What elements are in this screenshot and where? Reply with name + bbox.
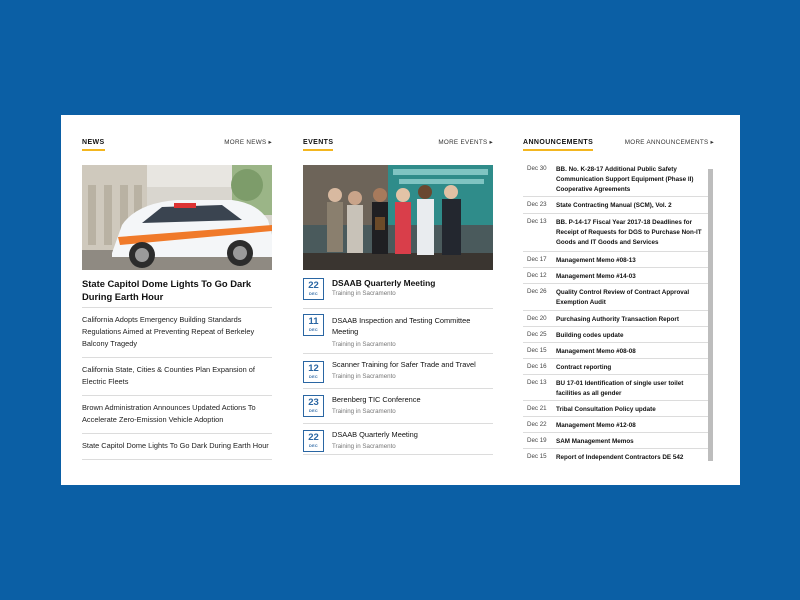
- announcement-item[interactable]: [523, 449, 710, 461]
- announcement-title[interactable]: Contract reporting: [556, 364, 612, 371]
- event-item[interactable]: [303, 424, 493, 455]
- announcement-item[interactable]: [523, 417, 710, 433]
- event-item[interactable]: [303, 389, 493, 424]
- announcement-item[interactable]: [523, 161, 710, 197]
- announcement-date: Dec 15: [527, 453, 547, 460]
- announcement-date: Dec 17: [527, 256, 547, 263]
- events-list: [303, 274, 493, 455]
- announcement-item[interactable]: [523, 359, 710, 375]
- event-title[interactable]: Berenberg TIC Conference: [332, 395, 421, 404]
- news-item[interactable]: State Capitol Dome Lights To Go Dark During Earth Hour: [82, 433, 272, 460]
- scrollbar-thumb[interactable]: [708, 169, 713, 461]
- announcement-title[interactable]: Building codes update: [556, 332, 624, 339]
- announcement-title[interactable]: Quality Control Review of Contract Approval Exemption Audit: [556, 289, 690, 307]
- announcement-date: Dec 20: [527, 315, 547, 322]
- news-item[interactable]: California Adopts Emergency Building Standards Regulations Aimed at Preventing Repeat of Berkeley Balcony Tragedy: [82, 307, 272, 357]
- announcement-item[interactable]: [523, 375, 710, 401]
- event-item[interactable]: [303, 354, 493, 389]
- announcement-date: Dec 22: [527, 421, 547, 428]
- event-item[interactable]: [303, 309, 493, 354]
- announcement-title[interactable]: Management Memo #08-08: [556, 348, 636, 355]
- event-date-badge: [303, 361, 324, 383]
- event-date-badge: [303, 430, 324, 452]
- event-month: DEC: [309, 375, 318, 379]
- announcement-item[interactable]: [523, 284, 710, 311]
- event-day: 11: [308, 316, 319, 327]
- news-title: NEWS: [82, 139, 105, 146]
- event-day: 22: [308, 432, 319, 443]
- news-item[interactable]: California State, Cities & Counties Plan Expansion of Electric Fleets: [82, 357, 272, 395]
- event-title[interactable]: DSAAB Inspection and Testing Committee Meeting: [332, 316, 471, 336]
- announcement-item[interactable]: [523, 433, 710, 449]
- content-card: [61, 115, 740, 485]
- event-subtitle: Training in Sacramento: [332, 341, 396, 348]
- event-day: 23: [308, 397, 319, 408]
- event-title[interactable]: Scanner Training for Safer Trade and Travel: [332, 360, 476, 369]
- announcement-date: Dec 25: [527, 331, 547, 338]
- event-subtitle: Training in Sacramento: [332, 443, 396, 450]
- announcements-list[interactable]: [523, 161, 710, 461]
- more-announcements-link[interactable]: MORE ANNOUNCEMENTS ▸: [624, 139, 714, 146]
- announcement-title[interactable]: Management Memo #12-08: [556, 422, 636, 429]
- event-month: DEC: [309, 292, 318, 296]
- announcement-item[interactable]: [523, 252, 710, 268]
- announcement-item[interactable]: [523, 268, 710, 284]
- more-news-link[interactable]: MORE NEWS ▸: [224, 139, 272, 146]
- event-title[interactable]: DSAAB Quarterly Meeting: [332, 278, 436, 288]
- event-date-badge: [303, 395, 324, 417]
- events-header: [303, 139, 493, 153]
- announcement-date: Dec 13: [527, 379, 547, 386]
- announcement-date: Dec 19: [527, 437, 547, 444]
- event-month: DEC: [309, 444, 318, 448]
- announcements-scrollbar[interactable]: [708, 169, 713, 461]
- announcement-date: Dec 21: [527, 405, 547, 412]
- announcement-date: Dec 15: [527, 347, 547, 354]
- event-subtitle: Training in Sacramento: [332, 408, 396, 415]
- event-date-badge: [303, 314, 324, 336]
- news-feature-photo[interactable]: [82, 165, 272, 270]
- announcement-date: Dec 13: [527, 218, 547, 225]
- news-feature-headline[interactable]: State Capitol Dome Lights To Go Dark During Earth Hour: [82, 278, 252, 302]
- announcement-title[interactable]: BU 17-01 Identification of single user toilet facilities as all gender: [556, 380, 684, 398]
- announcement-date: Dec 12: [527, 272, 547, 279]
- announcement-title[interactable]: BB. No. K-28-17 Additional Public Safety Communication Support Equipment (Phase II) Cooperative Agreements: [556, 166, 694, 194]
- announcement-title[interactable]: SAM Management Memos: [556, 438, 634, 445]
- news-header: [82, 139, 272, 153]
- announcements-title: ANNOUNCEMENTS: [523, 139, 594, 146]
- announcement-item[interactable]: [523, 343, 710, 359]
- news-list: [82, 307, 272, 460]
- announcement-title[interactable]: State Contracting Manual (SCM), Vol. 2: [556, 202, 672, 209]
- event-subtitle: Training in Sacramento: [332, 290, 396, 297]
- event-date-badge: [303, 278, 324, 300]
- announcement-item[interactable]: [523, 197, 710, 214]
- announcement-title[interactable]: BB. P-14-17 Fiscal Year 2017-18 Deadlines for Receipt of Requests for DGS to Purchase Non-IT Goods and IT Goods and Services: [556, 219, 702, 247]
- announcement-title[interactable]: Management Memo #14-03: [556, 273, 636, 280]
- announcement-title[interactable]: Report of Independent Contractors DE 542: [556, 454, 684, 461]
- more-events-link[interactable]: MORE EVENTS ▸: [438, 139, 493, 146]
- announcement-title[interactable]: Tribal Consultation Policy update: [556, 406, 656, 413]
- announcement-date: Dec 26: [527, 288, 547, 295]
- announcement-date: Dec 30: [527, 165, 547, 172]
- announcements-header: [523, 139, 714, 153]
- news-item[interactable]: Brown Administration Announces Updated Actions To Accelerate Zero-Emission Vehicle Adoption: [82, 395, 272, 433]
- events-feature-photo[interactable]: [303, 165, 493, 270]
- announcement-date: Dec 23: [527, 201, 547, 208]
- event-month: DEC: [309, 409, 318, 413]
- announcement-date: Dec 16: [527, 363, 547, 370]
- announcement-item[interactable]: [523, 214, 710, 252]
- announcement-title[interactable]: Management Memo #08-13: [556, 257, 636, 264]
- announcement-item[interactable]: [523, 327, 710, 343]
- announcement-item[interactable]: [523, 401, 710, 417]
- event-day: 22: [308, 280, 319, 291]
- event-title[interactable]: DSAAB Quarterly Meeting: [332, 430, 418, 439]
- events-title: EVENTS: [303, 139, 334, 146]
- event-subtitle: Training in Sacramento: [332, 373, 396, 380]
- event-item[interactable]: [303, 274, 493, 309]
- announcement-title[interactable]: Purchasing Authority Transaction Report: [556, 316, 679, 323]
- event-month: DEC: [309, 328, 318, 332]
- event-day: 12: [308, 363, 319, 374]
- announcement-item[interactable]: [523, 311, 710, 327]
